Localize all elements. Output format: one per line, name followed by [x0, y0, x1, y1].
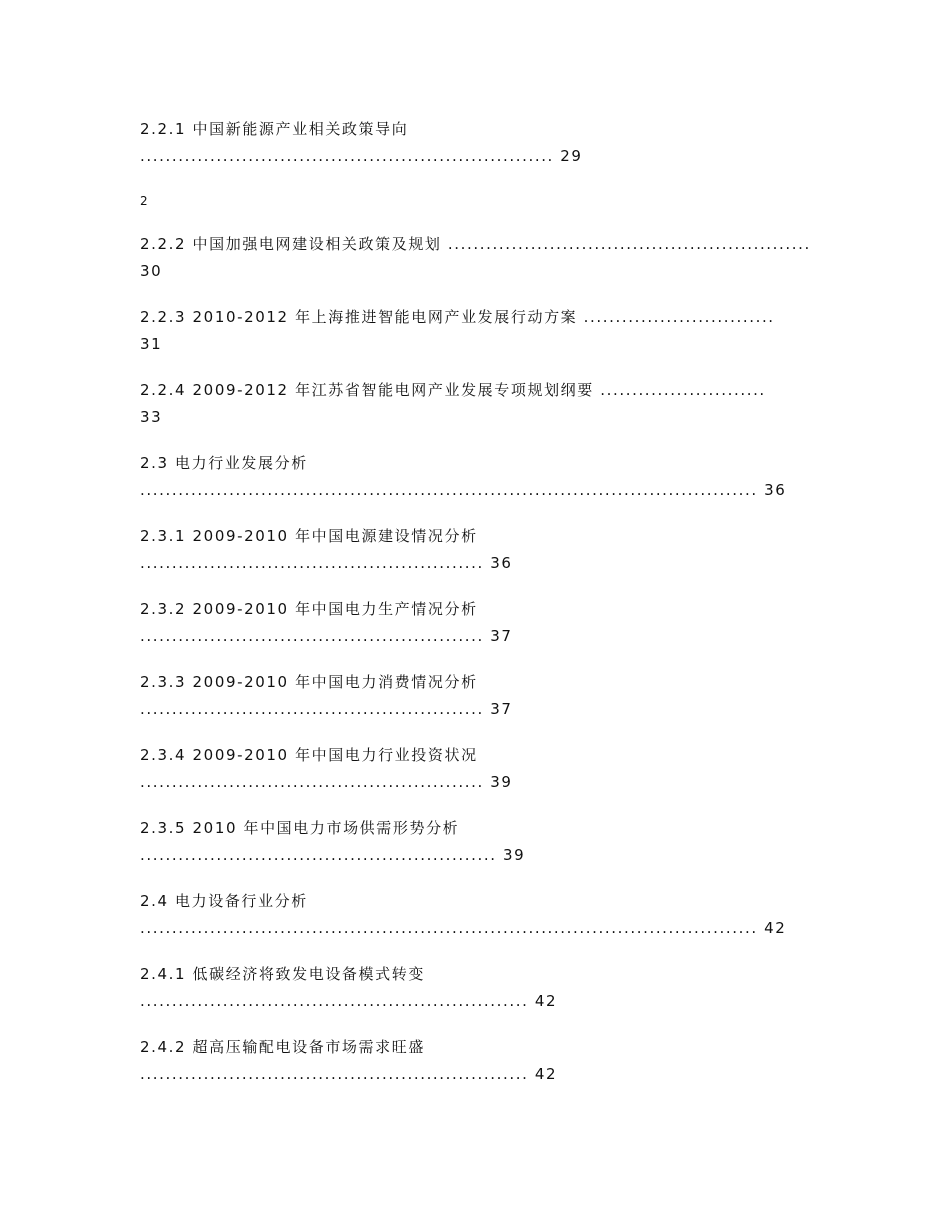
toc-entry-2-4-1-title: 2.4.1 低碳经济将致发电设备模式转变: [140, 965, 425, 983]
toc-entry-2-2-2-title: 2.2.2 中国加强电网建设相关政策及规划 .........................................................: [140, 235, 811, 253]
toc-entry-2-3-leader: ................................................................................................. 36: [140, 481, 787, 499]
toc-entry-2-3-3-title: 2.3.3 2009-2010 年中国电力消费情况分析: [140, 673, 478, 691]
toc-entry-2-2-4-leader: 33: [140, 408, 163, 426]
toc-entry-2-2-3-title: 2.2.3 2010-2012 年上海推进智能电网产业发展行动方案 ..............................: [140, 308, 775, 326]
toc-entry-2-4-2-leader: ............................................................. 42: [140, 1065, 558, 1083]
toc-entry-2-3-2-leader: ...................................................... 37: [140, 627, 513, 645]
toc-entry-2-2-1-title: 2.2.1 中国新能源产业相关政策导向: [140, 120, 409, 138]
toc-entry-2-2-2-leader: 30: [140, 262, 163, 280]
toc-entry-2-3-2-title: 2.3.2 2009-2010 年中国电力生产情况分析: [140, 600, 478, 618]
toc-entry-2-3-4-leader: ...................................................... 39: [140, 773, 513, 791]
toc-entry-2-2-4-title: 2.2.4 2009-2012 年江苏省智能电网产业发展专项规划纲要 ..........................: [140, 381, 766, 399]
toc-entry-2-3-4-title: 2.3.4 2009-2010 年中国电力行业投资状况: [140, 746, 478, 764]
toc-entry-2-2-3-leader: 31: [140, 335, 163, 353]
toc-entry-2-3-3-leader: ...................................................... 37: [140, 700, 513, 718]
toc-entry-2-4-1-leader: ............................................................. 42: [140, 992, 558, 1010]
toc-entry-2-3-1-title: 2.3.1 2009-2010 年中国电源建设情况分析: [140, 527, 478, 545]
toc-entry-2-3-title: 2.3 电力行业发展分析: [140, 454, 308, 472]
toc-entry-2-3-5-leader: ........................................................ 39: [140, 846, 526, 864]
toc-entry-2-4-2-title: 2.4.2 超高压输配电设备市场需求旺盛: [140, 1038, 425, 1056]
toc-entry-2-4-leader: ................................................................................................. 42: [140, 919, 787, 937]
page-mark: 2: [140, 194, 148, 208]
toc-entry-2-2-1-leader: ................................................................. 29: [140, 147, 583, 165]
toc-entry-2-3-1-leader: ...................................................... 36: [140, 554, 513, 572]
toc-entry-2-4-title: 2.4 电力设备行业分析: [140, 892, 308, 910]
toc-entry-2-3-5-title: 2.3.5 2010 年中国电力市场供需形势分析: [140, 819, 460, 837]
